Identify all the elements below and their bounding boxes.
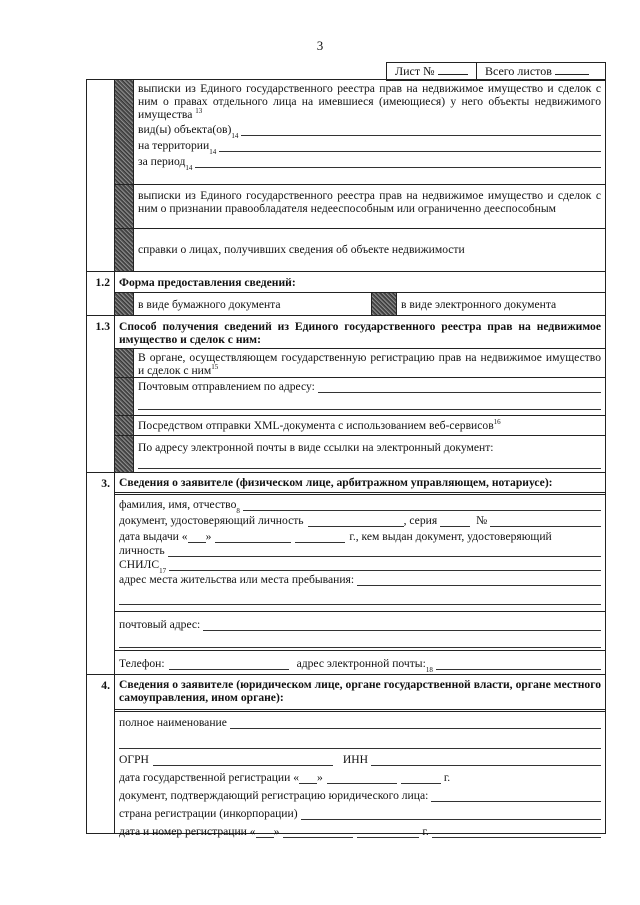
certificate-text: справки о лицах, получивших сведения об объекте недвижимости — [138, 243, 465, 256]
email-link-field[interactable] — [138, 456, 601, 469]
total-sheets-label: Всего листов — [485, 64, 552, 78]
postal-label: почтовый адрес: — [119, 618, 201, 631]
reg-num-month-field[interactable] — [283, 827, 353, 838]
full-name-label: фамилия, имя, отчество — [119, 498, 237, 511]
section-number-1-2: 1.2 — [87, 272, 115, 315]
total-sheets-field[interactable] — [555, 64, 589, 75]
email-label: адрес электронной почты: — [296, 657, 426, 670]
period-line: за период 14 — [138, 155, 601, 168]
reg-date-line — [119, 771, 601, 784]
series-field[interactable] — [440, 516, 470, 527]
section-1-2-title: Форма предоставления сведений: — [119, 276, 296, 289]
snils-field[interactable] — [169, 560, 601, 571]
series-label: , серия — [403, 514, 438, 527]
residence-field[interactable] — [357, 575, 601, 586]
option-by-post — [115, 378, 605, 416]
paper-option-label: в виде бумажного документа — [134, 293, 372, 315]
country-field[interactable] — [301, 809, 601, 820]
postal-field-2[interactable] — [119, 635, 601, 648]
residence-field-2[interactable] — [119, 592, 601, 605]
reg-date-label: дата государственной регистрации « — [119, 771, 300, 784]
issue-year-field[interactable] — [295, 532, 345, 543]
full-title-label: полное наименование — [119, 716, 227, 729]
checkbox-in-body[interactable] — [115, 349, 134, 377]
issued-by-label: г., кем выдан документ, удостоверяющий — [349, 530, 552, 543]
full-title-line — [119, 716, 601, 729]
object-types-line: вид(ы) объекта(ов) 14 — [138, 123, 601, 136]
id-doc-field[interactable] — [308, 516, 404, 527]
residence-line — [119, 573, 601, 586]
section-4-title: Сведения о заявителе (юридическом лице, органе государственной власти, органе местного самоуправления, ином органе): — [119, 678, 601, 704]
object-types-label: вид(ы) объекта(ов) — [138, 123, 232, 136]
total-sheets-cell[interactable] — [477, 63, 605, 80]
checkbox-certificate[interactable] — [115, 229, 134, 271]
object-types-field[interactable] — [241, 125, 601, 136]
section-number-4: 4. — [87, 675, 115, 833]
territory-label: на территории — [138, 139, 210, 152]
reg-num-label: дата и номер регистрации « — [119, 825, 256, 838]
ogrn-inn-line — [119, 753, 601, 766]
postal-field[interactable] — [203, 620, 601, 631]
checkbox-paper[interactable] — [115, 293, 134, 315]
application-form — [86, 79, 606, 838]
section-1-2 — [87, 272, 605, 316]
reg-day-field[interactable] — [299, 773, 317, 784]
reg-date-quote: » — [317, 771, 323, 784]
section-4 — [87, 675, 605, 838]
snils-line: СНИЛС 17 — [119, 558, 601, 571]
option-extract-rights — [115, 80, 605, 185]
full-name-line: фамилия, имя, отчество 8 — [119, 498, 601, 511]
reg-year-field[interactable] — [401, 773, 441, 784]
option-xml — [115, 416, 605, 436]
identity-line — [119, 544, 601, 557]
section-1-3-heading-row — [115, 316, 605, 349]
residence-label: адрес места жительства или места пребывания: — [119, 573, 355, 586]
sheet-number-cell[interactable] — [387, 63, 477, 80]
section-4-heading-row — [115, 675, 605, 712]
person-details — [115, 495, 605, 612]
number-label: № — [476, 514, 488, 527]
reg-num-day-field[interactable] — [256, 827, 274, 838]
footnote-13: 13 — [195, 107, 203, 116]
contacts-line: Телефон: адрес электронной почты: 18 — [119, 657, 601, 670]
section-number-1-3: 1.3 — [87, 316, 115, 472]
period-label: за период — [138, 155, 186, 168]
xml-text: Посредством отправки XML-документа с использованием веб-сервисов — [138, 419, 494, 432]
phone-field[interactable] — [169, 659, 289, 670]
reg-date-year-suffix: г. — [443, 771, 451, 784]
by-post-address-field-2[interactable] — [138, 397, 601, 410]
footnote-16: 16 — [493, 418, 501, 427]
territory-field[interactable] — [219, 141, 601, 152]
section-1-2-heading-row — [115, 272, 605, 293]
phone-label: Телефон: — [119, 657, 165, 670]
checkbox-extract-rights[interactable] — [115, 80, 134, 184]
by-post-label: Почтовым отправлением по адресу: — [138, 380, 315, 393]
sheet-number-field[interactable] — [438, 64, 468, 75]
page-number: 3 — [316, 38, 324, 53]
issue-date-label: дата выдачи « — [119, 530, 188, 543]
reg-num-quote: » — [273, 825, 280, 838]
extract-incapacity-text: выписки из Единого государственного реестра прав на недвижимое имущество и сделок с ним о признании правообладателя недееспособным или ограниченно дееспособным — [138, 189, 601, 215]
country-line — [119, 807, 601, 820]
postal-line — [119, 618, 601, 631]
section-1-3-title: Способ получения сведений из Единого государственного реестра прав на недвижимое имущество и сделок с ним: — [119, 320, 601, 346]
inn-field[interactable] — [371, 755, 601, 766]
checkbox-xml[interactable] — [115, 416, 134, 435]
reg-number-field[interactable] — [432, 827, 601, 838]
ogrn-label: ОГРН — [119, 753, 149, 766]
issue-month-field[interactable] — [215, 532, 291, 543]
option-extract-incapacity — [115, 185, 605, 229]
electronic-option-label: в виде электронного документа — [401, 298, 557, 311]
id-doc-line — [119, 514, 601, 527]
reg-doc-label: документ, подтверждающий регистрацию юридического лица: — [119, 789, 429, 802]
id-doc-label: документ, удостоверяющий личность — [119, 514, 304, 527]
option-email — [115, 436, 605, 472]
email-field[interactable] — [436, 659, 601, 670]
postal-address-block — [115, 612, 605, 651]
section-number-empty — [87, 80, 115, 271]
period-field[interactable] — [195, 157, 601, 168]
checkbox-extract-incapacity[interactable] — [115, 185, 134, 228]
reg-doc-line — [119, 789, 601, 802]
territory-line: на территории 14 — [138, 139, 601, 152]
snils-label: СНИЛС — [119, 558, 160, 571]
reg-num-year-field[interactable] — [357, 827, 419, 838]
section-3-title: Сведения о заявителе (физическом лице, арбитражном управляющем, нотариусе): — [119, 476, 553, 489]
extract-rights-text: выписки из Единого государственного реестра прав на недвижимое имущество и сделок с ним о правах отдельного лица на имевшиеся (имеющиеся) у него объекты недвижимого имущества — [138, 82, 601, 121]
option-certificate — [115, 229, 605, 271]
reg-doc-field[interactable] — [431, 791, 601, 802]
number-field[interactable] — [490, 516, 601, 527]
section-1-1-continued — [87, 80, 605, 272]
reg-num-year-suffix: г. — [422, 825, 429, 838]
issued-by-field[interactable] — [168, 546, 601, 557]
footnote-15: 15 — [211, 363, 219, 372]
checkbox-by-post[interactable] — [115, 378, 134, 415]
section-3 — [87, 473, 605, 675]
issue-day-field[interactable] — [188, 532, 206, 543]
ogrn-field[interactable] — [153, 755, 333, 766]
sheet-number-label: Лист № — [395, 64, 435, 78]
in-body-text: В органе, осуществляющем государственную регистрацию прав на недвижимое имущество и сделок с ним — [138, 351, 601, 377]
form-options-row — [115, 293, 605, 315]
reg-month-field[interactable] — [327, 773, 397, 784]
inn-label: ИНН — [342, 753, 369, 766]
full-title-field-2[interactable] — [119, 736, 601, 749]
section-3-heading-row — [115, 473, 605, 495]
full-name-field[interactable] — [243, 500, 601, 511]
full-title-field[interactable] — [230, 718, 601, 729]
organization-details — [115, 712, 605, 838]
section-number-3: 3. — [87, 473, 115, 674]
issue-date-quote: » — [205, 530, 212, 543]
by-post-line — [138, 380, 601, 393]
contacts-block — [115, 651, 605, 674]
section-1-3 — [87, 316, 605, 473]
checkbox-electronic[interactable] — [372, 293, 397, 315]
checkbox-email[interactable] — [115, 436, 134, 472]
email-option-text: По адресу электронной почты в виде ссылки на электронный документ: — [138, 441, 494, 454]
reg-num-line — [119, 825, 601, 838]
option-in-body — [115, 349, 605, 378]
issue-date-line — [119, 530, 601, 543]
country-label: страна регистрации (инкорпорации) — [119, 807, 298, 820]
identity-label: личность — [119, 544, 165, 557]
by-post-address-field[interactable] — [318, 382, 601, 393]
